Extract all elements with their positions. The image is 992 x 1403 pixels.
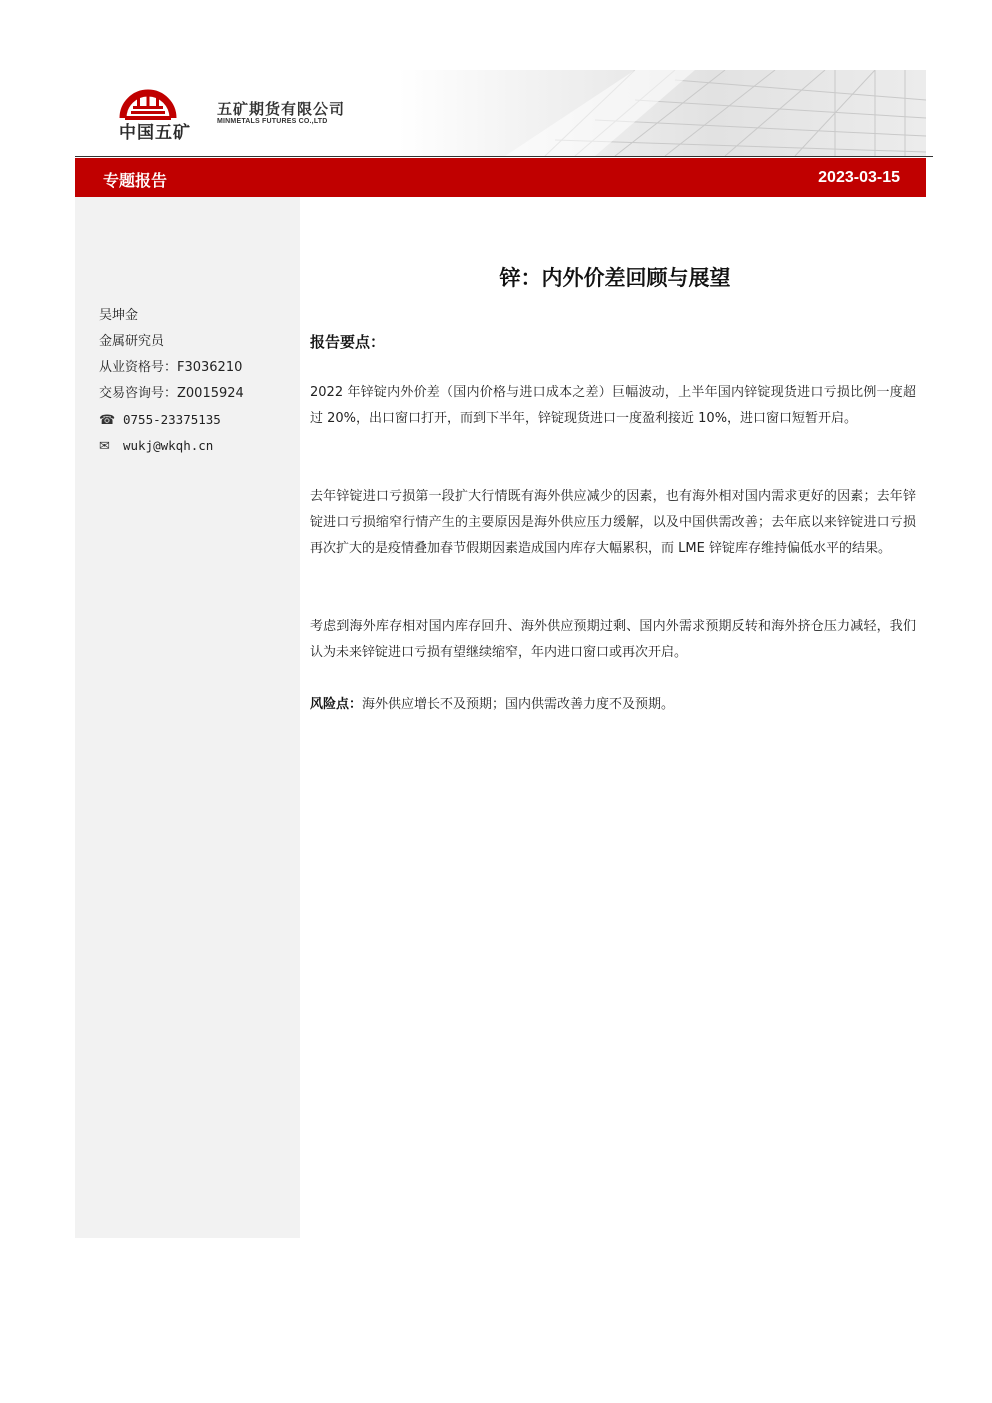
author-info xyxy=(99,303,244,459)
report-date: 2023-03-15 xyxy=(818,169,900,186)
report-banner xyxy=(75,158,926,197)
header-divider xyxy=(75,156,933,157)
section-heading: 报告要点： xyxy=(310,333,386,351)
phone-icon: ☎ xyxy=(99,413,116,428)
report-title: 锌：内外价差回顾与展望 xyxy=(499,266,731,290)
risk-text: 海外供应增长不及预期；国内供需改善力度不及预期。 xyxy=(362,697,675,712)
paragraph-3: 考虑到海外库存相对国内库存回升、海外供应预期过剩、国内外需求预期反转和海外挤仓压力减轻，我们认为未来锌锭进口亏损有望继续缩窄，年内进口窗口或再次开启。 xyxy=(310,619,916,660)
company-name-cn: 五矿期货有限公司 xyxy=(217,100,346,118)
phone-row xyxy=(99,407,244,433)
report-type: 专题报告 xyxy=(103,171,168,190)
building-graphic xyxy=(75,70,926,156)
paragraph-1: 2022 年锌锭内外价差（国内价格与进口成本之差）巨幅波动，上半年国内锌锭现货进口亏损比例一度超过 20%，出口窗口打开，而到下半年，锌锭现货进口一度盈利接近 10%，进口窗口短暂开启。 xyxy=(310,385,916,426)
email-address[interactable]: wukj@wkqh.cn xyxy=(123,438,214,453)
risk-label: 风险点： xyxy=(310,697,363,712)
qualification-number: 从业资格号：F3036210 xyxy=(99,360,243,375)
logo-wordmark: 中国五矿 xyxy=(119,123,191,143)
phone-number: 0755-23375135 xyxy=(123,412,221,427)
page-header xyxy=(75,70,926,156)
author-name: 吴坤金 xyxy=(99,308,139,323)
author-title: 金属研究员 xyxy=(99,334,165,349)
company-name-en: MINMETALS FUTURES CO.,LTD xyxy=(217,118,328,125)
author-sidebar xyxy=(75,197,300,1238)
consult-number: 交易咨询号：Z0015924 xyxy=(99,386,244,401)
paragraph-2: 去年锌锭进口亏损第一段扩大行情既有海外供应减少的因素，也有海外相对国内需求更好的因素；去年锌锭进口亏损缩窄行情产生的主要原因是海外供应压力缓解，以及中国供需改善；去年底以来锌锭进口亏损再次扩大的是疫情叠加春节假期因素造成国内库存大幅累积，而 LME 锌锭库存维持偏低水平的结果。 xyxy=(310,489,916,556)
envelope-icon: ✉ xyxy=(99,439,110,454)
risk-paragraph xyxy=(310,692,916,718)
email-row[interactable] xyxy=(99,433,244,459)
